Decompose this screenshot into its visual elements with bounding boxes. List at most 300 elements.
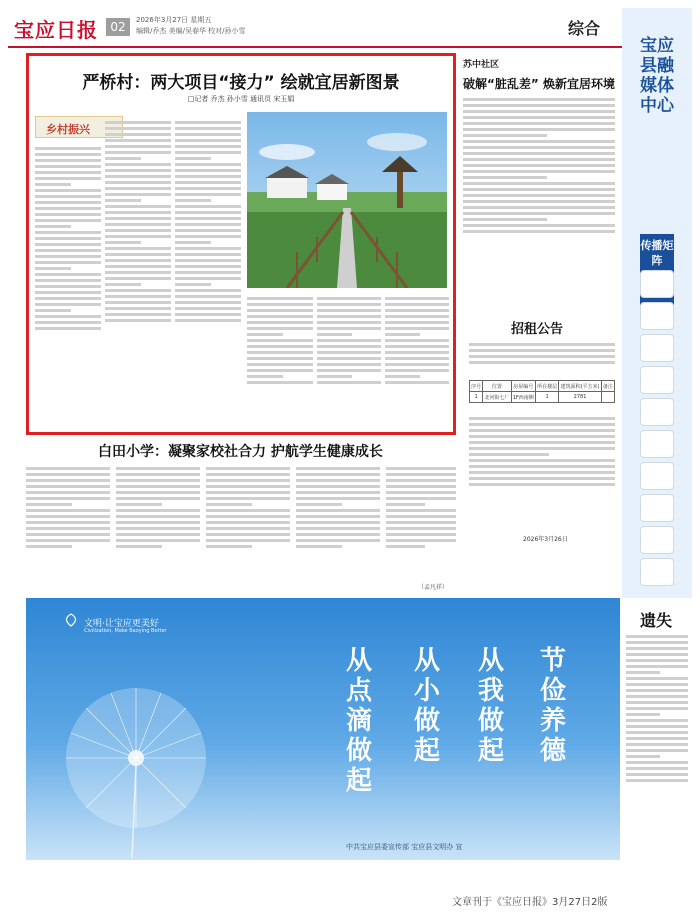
text-line-placeholder <box>385 369 449 372</box>
text-line-placeholder <box>26 503 72 506</box>
text-line-placeholder <box>463 122 615 125</box>
text-line-placeholder <box>626 695 688 698</box>
media-matrix-tag: 传播矩阵 <box>640 234 674 308</box>
feature-column-6 <box>385 294 449 430</box>
text-line-placeholder <box>35 273 101 276</box>
text-line-placeholder <box>105 247 171 250</box>
text-line-placeholder <box>175 313 241 316</box>
text-line-placeholder <box>26 545 72 548</box>
text-line-placeholder <box>386 533 456 536</box>
text-line-placeholder <box>317 381 381 384</box>
text-line-placeholder <box>105 235 171 238</box>
text-line-placeholder <box>296 545 342 548</box>
text-line-placeholder <box>463 116 615 119</box>
text-line-placeholder <box>26 473 110 476</box>
text-line-placeholder <box>626 689 688 692</box>
text-line-placeholder <box>105 265 171 268</box>
text-line-placeholder <box>626 713 660 716</box>
text-line-placeholder <box>385 357 449 360</box>
text-line-placeholder <box>386 497 456 500</box>
text-line-placeholder <box>296 473 380 476</box>
text-line-placeholder <box>206 479 290 482</box>
text-line-placeholder <box>175 121 241 124</box>
text-line-placeholder <box>35 297 101 300</box>
text-line-placeholder <box>296 479 380 482</box>
text-line-placeholder <box>105 181 171 184</box>
text-line-placeholder <box>385 345 449 348</box>
text-line-placeholder <box>26 515 110 518</box>
newspaper-page <box>8 8 692 880</box>
text-line-placeholder <box>175 151 241 154</box>
text-line-placeholder <box>626 641 688 644</box>
text-line-placeholder <box>469 477 615 480</box>
text-line-placeholder <box>386 539 456 542</box>
text-line-placeholder <box>626 767 688 770</box>
text-line-placeholder <box>463 104 615 107</box>
school-column-5 <box>386 464 456 592</box>
text-line-placeholder <box>463 170 615 173</box>
text-line-placeholder <box>385 303 449 306</box>
text-line-placeholder <box>175 181 241 184</box>
text-line-placeholder <box>386 509 456 512</box>
text-line-placeholder <box>116 533 200 536</box>
text-line-placeholder <box>175 301 241 304</box>
app-icon[interactable] <box>640 558 674 586</box>
poster-logo: 文明·让宝应更美好 <box>84 619 159 629</box>
text-line-placeholder <box>626 779 688 782</box>
slogan-col-1: 从点滴做起 <box>345 646 372 796</box>
text-line-placeholder <box>175 247 241 250</box>
text-line-placeholder <box>317 333 352 336</box>
text-line-placeholder <box>35 309 71 312</box>
text-line-placeholder <box>463 206 615 209</box>
village-photo <box>247 112 447 288</box>
text-line-placeholder <box>105 223 171 226</box>
notice-date: 2026年3月26日 <box>523 536 568 543</box>
text-line-placeholder <box>463 200 615 203</box>
text-line-placeholder <box>206 533 290 536</box>
text-line-placeholder <box>463 194 615 197</box>
text-line-placeholder <box>175 277 241 280</box>
text-line-placeholder <box>35 285 101 288</box>
app-icon[interactable] <box>640 430 674 458</box>
feature-column-5 <box>317 294 381 430</box>
text-line-placeholder <box>296 491 380 494</box>
text-line-placeholder <box>463 176 547 179</box>
text-line-placeholder <box>206 467 290 470</box>
text-line-placeholder <box>105 139 171 142</box>
text-line-placeholder <box>206 527 290 530</box>
text-line-placeholder <box>463 158 615 161</box>
text-line-placeholder <box>26 467 110 470</box>
text-line-placeholder <box>626 725 688 728</box>
text-line-placeholder <box>386 521 456 524</box>
text-line-placeholder <box>206 539 290 542</box>
text-line-placeholder <box>247 297 313 300</box>
text-line-placeholder <box>206 503 252 506</box>
text-line-placeholder <box>626 773 688 776</box>
paper-logo: 宝应日报 <box>14 18 98 42</box>
editor-line: 编辑/乔杰 美编/吴春华 校对/孙小雪 <box>136 27 246 35</box>
text-line-placeholder <box>105 301 171 304</box>
text-line-placeholder <box>105 313 171 316</box>
text-line-placeholder <box>626 701 688 704</box>
text-line-placeholder <box>35 303 101 306</box>
text-line-placeholder <box>105 199 141 202</box>
dandelion-illustration <box>36 668 236 858</box>
text-line-placeholder <box>247 333 283 336</box>
text-line-placeholder <box>626 737 688 740</box>
feature-column-1 <box>35 144 101 430</box>
text-line-placeholder <box>626 665 688 668</box>
text-line-placeholder <box>469 349 615 352</box>
text-line-placeholder <box>26 491 110 494</box>
text-line-placeholder <box>317 321 381 324</box>
text-line-placeholder <box>35 195 101 198</box>
feature-article <box>26 53 456 435</box>
text-line-placeholder <box>35 231 101 234</box>
text-line-placeholder <box>317 345 381 348</box>
app-icon[interactable] <box>640 494 674 522</box>
masthead <box>8 8 692 48</box>
text-line-placeholder <box>116 521 200 524</box>
text-line-placeholder <box>175 265 241 268</box>
notice-table <box>469 380 615 403</box>
text-line-placeholder <box>386 545 425 548</box>
text-line-placeholder <box>175 253 241 256</box>
text-line-placeholder <box>105 217 171 220</box>
text-line-placeholder <box>105 145 171 148</box>
text-line-placeholder <box>105 289 171 292</box>
text-line-placeholder <box>469 441 615 444</box>
text-line-placeholder <box>35 291 101 294</box>
text-line-placeholder <box>105 319 171 322</box>
text-line-placeholder <box>385 309 449 312</box>
text-line-placeholder <box>35 321 101 324</box>
text-line-placeholder <box>35 201 101 204</box>
text-line-placeholder <box>35 159 101 162</box>
app-icon[interactable] <box>640 526 674 554</box>
text-line-placeholder <box>317 339 381 342</box>
text-line-placeholder <box>626 719 688 722</box>
text-line-placeholder <box>469 435 615 438</box>
text-line-placeholder <box>35 177 101 180</box>
text-line-placeholder <box>35 219 101 222</box>
text-line-placeholder <box>175 133 241 136</box>
text-line-placeholder <box>105 229 171 232</box>
text-line-placeholder <box>317 303 381 306</box>
text-line-placeholder <box>35 147 101 150</box>
text-line-placeholder <box>317 357 381 360</box>
text-line-placeholder <box>26 539 110 542</box>
text-line-placeholder <box>317 315 381 318</box>
text-line-placeholder <box>626 659 688 662</box>
text-line-placeholder <box>26 479 110 482</box>
text-line-placeholder <box>35 267 71 270</box>
notice-title: 招租公告 <box>511 322 564 337</box>
text-line-placeholder <box>469 355 615 358</box>
text-line-placeholder <box>463 128 615 131</box>
text-line-placeholder <box>35 249 101 252</box>
text-line-placeholder <box>317 351 381 354</box>
text-line-placeholder <box>296 497 380 500</box>
text-line-placeholder <box>206 509 290 512</box>
text-line-placeholder <box>35 153 101 156</box>
text-line-placeholder <box>35 243 101 246</box>
text-line-placeholder <box>317 369 381 372</box>
text-line-placeholder <box>296 539 380 542</box>
text-line-placeholder <box>626 743 688 746</box>
text-line-placeholder <box>26 527 110 530</box>
text-line-placeholder <box>247 345 313 348</box>
text-line-placeholder <box>296 485 380 488</box>
text-line-placeholder <box>317 309 381 312</box>
text-line-placeholder <box>317 297 381 300</box>
text-line-placeholder <box>175 223 241 226</box>
text-line-placeholder <box>247 339 313 342</box>
text-line-placeholder <box>463 152 615 155</box>
text-line-placeholder <box>175 235 241 238</box>
text-line-placeholder <box>26 509 110 512</box>
text-line-placeholder <box>206 485 290 488</box>
rental-notice <box>463 318 615 548</box>
lost-title: 遗失 <box>640 611 673 630</box>
text-line-placeholder <box>175 271 241 274</box>
text-line-placeholder <box>175 175 241 178</box>
text-line-placeholder <box>116 497 200 500</box>
text-line-placeholder <box>626 731 688 734</box>
text-line-placeholder <box>296 509 380 512</box>
app-icon[interactable] <box>640 462 674 490</box>
text-line-placeholder <box>386 527 456 530</box>
text-line-placeholder <box>35 315 101 318</box>
text-line-placeholder <box>626 653 688 656</box>
text-line-placeholder <box>35 165 101 168</box>
text-line-placeholder <box>317 375 352 378</box>
text-line-placeholder <box>116 515 200 518</box>
text-line-placeholder <box>469 447 615 450</box>
text-line-placeholder <box>386 503 425 506</box>
text-line-placeholder <box>175 241 211 244</box>
text-line-placeholder <box>469 459 615 462</box>
text-line-placeholder <box>116 539 200 542</box>
text-line-placeholder <box>175 217 241 220</box>
text-line-placeholder <box>385 327 449 330</box>
issue-date: 2026年3月27日 星期五 <box>136 16 212 24</box>
text-line-placeholder <box>317 327 381 330</box>
text-line-placeholder <box>116 545 162 548</box>
text-line-placeholder <box>386 473 456 476</box>
text-line-placeholder <box>247 351 313 354</box>
poster-logo-en: Civilization, Make Baoying Better <box>84 628 167 634</box>
table-header-row: 序号 位置 房屋编号 所在楼层 建筑面积(平方米) 备注 <box>470 381 615 392</box>
text-line-placeholder <box>116 485 200 488</box>
text-line-placeholder <box>247 381 313 384</box>
text-line-placeholder <box>206 491 290 494</box>
text-line-placeholder <box>296 521 380 524</box>
text-line-placeholder <box>386 467 456 470</box>
text-line-placeholder <box>626 761 688 764</box>
flower-logo-icon <box>62 612 80 628</box>
text-line-placeholder <box>386 491 456 494</box>
text-line-placeholder <box>463 98 615 101</box>
text-line-placeholder <box>626 755 660 758</box>
text-line-placeholder <box>116 503 162 506</box>
text-line-placeholder <box>116 491 200 494</box>
text-line-placeholder <box>626 707 688 710</box>
text-line-placeholder <box>175 259 241 262</box>
text-line-placeholder <box>206 545 252 548</box>
table-row: 1 北河街七厂 1F西南侧 1 2781 <box>470 392 615 403</box>
text-line-placeholder <box>247 315 313 318</box>
slogan-col-4: 节俭养德 <box>539 646 566 766</box>
civilization-poster <box>26 598 620 860</box>
text-line-placeholder <box>385 351 449 354</box>
text-line-placeholder <box>105 127 171 130</box>
text-line-placeholder <box>247 327 313 330</box>
text-line-placeholder <box>626 635 688 638</box>
text-line-placeholder <box>105 175 171 178</box>
text-line-placeholder <box>296 503 342 506</box>
text-line-placeholder <box>175 139 241 142</box>
text-line-placeholder <box>105 253 171 256</box>
right-article-title: 破解“脏乱差” 焕新宜居环境 <box>463 77 615 91</box>
school-column-4 <box>296 464 380 592</box>
text-line-placeholder <box>105 211 171 214</box>
text-line-placeholder <box>247 321 313 324</box>
text-line-placeholder <box>463 164 615 167</box>
lost-notice-body <box>626 632 688 858</box>
text-line-placeholder <box>469 343 615 346</box>
text-line-placeholder <box>35 189 101 192</box>
text-line-placeholder <box>385 321 449 324</box>
text-line-placeholder <box>463 188 615 191</box>
text-line-placeholder <box>175 145 241 148</box>
text-line-placeholder <box>385 297 449 300</box>
text-line-placeholder <box>35 207 101 210</box>
text-line-placeholder <box>469 361 615 364</box>
school-column-1 <box>26 464 110 592</box>
text-line-placeholder <box>247 303 313 306</box>
text-line-placeholder <box>105 193 171 196</box>
text-line-placeholder <box>206 521 290 524</box>
text-line-placeholder <box>247 357 313 360</box>
text-line-placeholder <box>469 465 615 468</box>
text-line-placeholder <box>386 515 456 518</box>
text-line-placeholder <box>463 146 615 149</box>
text-line-placeholder <box>26 521 110 524</box>
text-line-placeholder <box>105 259 171 262</box>
text-line-placeholder <box>105 307 171 310</box>
text-line-placeholder <box>105 295 171 298</box>
text-line-placeholder <box>626 749 688 752</box>
slogan-col-2: 从小做起 <box>413 646 440 766</box>
text-line-placeholder <box>469 471 615 474</box>
text-line-placeholder <box>116 527 200 530</box>
text-line-placeholder <box>116 467 200 470</box>
text-line-placeholder <box>175 199 211 202</box>
text-line-placeholder <box>175 307 241 310</box>
section-title: 综合 <box>568 19 601 38</box>
text-line-placeholder <box>175 289 241 292</box>
text-line-placeholder <box>386 485 456 488</box>
lost-notices <box>622 604 692 860</box>
text-line-placeholder <box>105 187 171 190</box>
school-article-title: 白田小学：凝聚家校社合力 护航学生健康成长 <box>98 444 383 460</box>
text-line-placeholder <box>469 483 615 486</box>
text-line-placeholder <box>105 241 141 244</box>
text-line-placeholder <box>116 479 200 482</box>
text-line-placeholder <box>26 485 110 488</box>
text-line-placeholder <box>463 224 615 227</box>
text-line-placeholder <box>175 283 211 286</box>
text-line-placeholder <box>105 169 171 172</box>
text-line-placeholder <box>385 375 420 378</box>
text-line-placeholder <box>247 375 283 378</box>
text-line-placeholder <box>35 183 71 186</box>
app-icon[interactable] <box>640 366 674 394</box>
feature-column-3 <box>175 118 241 430</box>
text-line-placeholder <box>105 271 171 274</box>
text-line-placeholder <box>175 211 241 214</box>
app-icon[interactable] <box>640 302 674 330</box>
text-line-placeholder <box>463 212 615 215</box>
text-line-placeholder <box>175 295 241 298</box>
right-article-kicker: 苏中社区 <box>463 60 500 70</box>
rural-revitalization-badge: 乡村振兴 <box>35 116 123 138</box>
text-line-placeholder <box>296 527 380 530</box>
right-article <box>463 53 615 313</box>
text-line-placeholder <box>463 218 547 221</box>
school-column-2 <box>116 464 200 592</box>
text-lines <box>35 147 101 330</box>
notice-intro <box>469 340 615 376</box>
text-line-placeholder <box>626 647 688 650</box>
text-line-placeholder <box>626 671 660 674</box>
text-line-placeholder <box>296 515 380 518</box>
text-line-placeholder <box>105 151 171 154</box>
school-author: （孟凡祥） <box>418 584 449 591</box>
source-caption: 文章刊于《宝应日报》3月27日2版 <box>452 897 608 908</box>
text-line-placeholder <box>385 333 420 336</box>
text-line-placeholder <box>385 315 449 318</box>
text-line-placeholder <box>175 187 241 190</box>
text-line-placeholder <box>35 237 101 240</box>
app-icon[interactable] <box>640 398 674 426</box>
text-line-placeholder <box>247 363 313 366</box>
app-icon[interactable] <box>640 334 674 362</box>
right-article-body <box>463 95 615 309</box>
app-icon[interactable] <box>640 270 674 298</box>
text-line-placeholder <box>463 110 615 113</box>
text-line-placeholder <box>116 473 200 476</box>
text-line-placeholder <box>175 157 211 160</box>
page-number: 02 <box>106 18 130 36</box>
text-line-placeholder <box>116 509 200 512</box>
text-line-placeholder <box>469 429 615 432</box>
text-line-placeholder <box>296 533 380 536</box>
text-line-placeholder <box>105 205 171 208</box>
text-line-placeholder <box>175 127 241 130</box>
media-center-sidebar <box>622 8 692 598</box>
text-line-placeholder <box>26 497 110 500</box>
text-line-placeholder <box>35 255 101 258</box>
text-line-placeholder <box>463 182 615 185</box>
slogan-col-3: 从我做起 <box>477 646 504 766</box>
text-line-placeholder <box>247 309 313 312</box>
text-line-placeholder <box>105 133 171 136</box>
text-line-placeholder <box>469 423 615 426</box>
